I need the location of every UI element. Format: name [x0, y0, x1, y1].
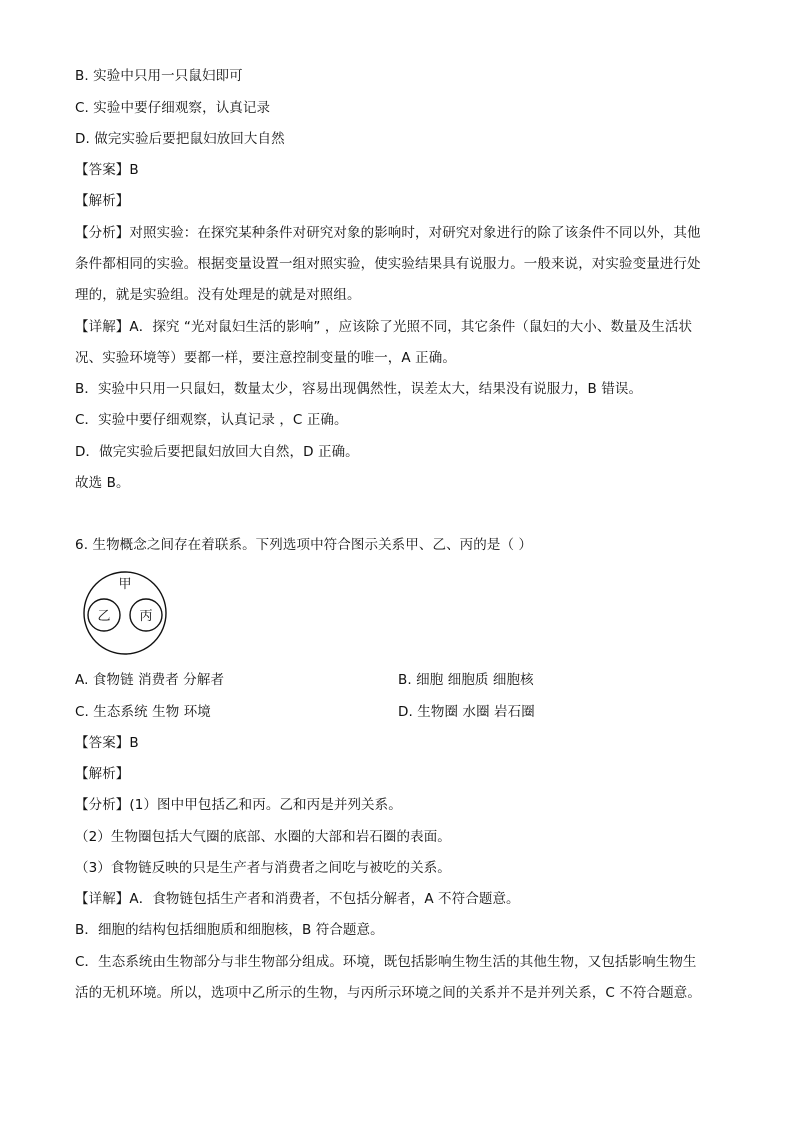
- q5-detail-line-3: B．实验中只用一只鼠妇，数量太少，容易出现偶然性，误差太大，结果没有说服力，B 错误。: [75, 381, 643, 397]
- q6-analysis-heading: 【解析】: [75, 766, 130, 782]
- q6-answer: 【答案】B: [75, 735, 139, 751]
- venn-diagram: [70, 570, 180, 656]
- q5-detail-line-5: D．做完实验后要把鼠妇放回大自然，D 正确。: [75, 444, 359, 460]
- q6-detail-line-2: B．细胞的结构包括细胞质和细胞核，B 符合题意。: [75, 922, 384, 938]
- q5-detail-line-1: 【详解】A．探究 “光对鼠妇生活的影响” ，应该除了光照不同，其它条件（鼠妇的大小、数量及生活状: [75, 319, 693, 335]
- q5-detail-line-2: 况、实验环境等）要都一样，要注意控制变量的唯一，A 正确。: [75, 350, 456, 366]
- q5-answer: 【答案】B: [75, 162, 139, 178]
- q6-analysis-line-2: （2）生物圈包括大气圈的底部、水圈的大部和岩石圈的表面。: [75, 829, 451, 845]
- q6-detail-line-3: C．生态系统由生物部分与非生物部分组成。环境，既包括影响生物生活的其他生物，又包括影响生物生: [75, 954, 697, 970]
- q5-detail-line-4: C．实验中要仔细观察，认真记录 ，C 正确。: [75, 412, 348, 428]
- q5-option-c: C. 实验中要仔细观察，认真记录: [75, 100, 271, 116]
- outer-label: 甲: [118, 577, 132, 592]
- q6-stem: 6. 生物概念之间存在着联系。下列选项中符合图示关系甲、乙、丙的是（ ）: [75, 537, 533, 553]
- q6-option-d: D. 生物圈 水圈 岩石圈: [398, 704, 535, 720]
- q5-option-b: B. 实验中只用一只鼠妇即可: [75, 68, 243, 84]
- q6-option-a: A. 食物链 消费者 分解者: [75, 672, 225, 688]
- right-label: 丙: [139, 609, 153, 624]
- q6-analysis-line-1: 【分析】(1）图中甲包括乙和丙。乙和丙是并列关系。: [75, 797, 402, 813]
- q5-analysis-line-3: 理的，就是实验组。没有处理是的就是对照组。: [75, 287, 361, 303]
- q6-detail-line-1: 【详解】A．食物链包括生产者和消费者，不包括分解者，A 不符合题意。: [75, 891, 520, 907]
- left-label: 乙: [97, 609, 111, 624]
- q5-conclusion: 故选 B。: [75, 475, 130, 491]
- q5-analysis-line-1: 【分析】对照实验：在探究某种条件对研究对象的影响时，对研究对象进行的除了该条件不同以外，其他: [75, 225, 701, 241]
- q6-analysis-line-3: （3）食物链反映的只是生产者与消费者之间吃与被吃的关系。: [75, 860, 451, 876]
- q6-option-b: B. 细胞 细胞质 细胞核: [398, 672, 534, 688]
- q5-option-d: D. 做完实验后要把鼠妇放回大自然: [75, 131, 285, 147]
- q5-analysis-heading: 【解析】: [75, 193, 130, 209]
- q5-analysis-line-2: 条件都相同的实验。根据变量设置一组对照实验，使实验结果具有说服力。一般来说，对实验变量进行处: [75, 256, 701, 272]
- q6-detail-line-4: 活的无机环境。所以，选项中乙所示的生物，与丙所示环境之间的关系并不是并列关系，C 不符合题意。: [75, 985, 701, 1001]
- q6-option-c: C. 生态系统 生物 环境: [75, 704, 211, 720]
